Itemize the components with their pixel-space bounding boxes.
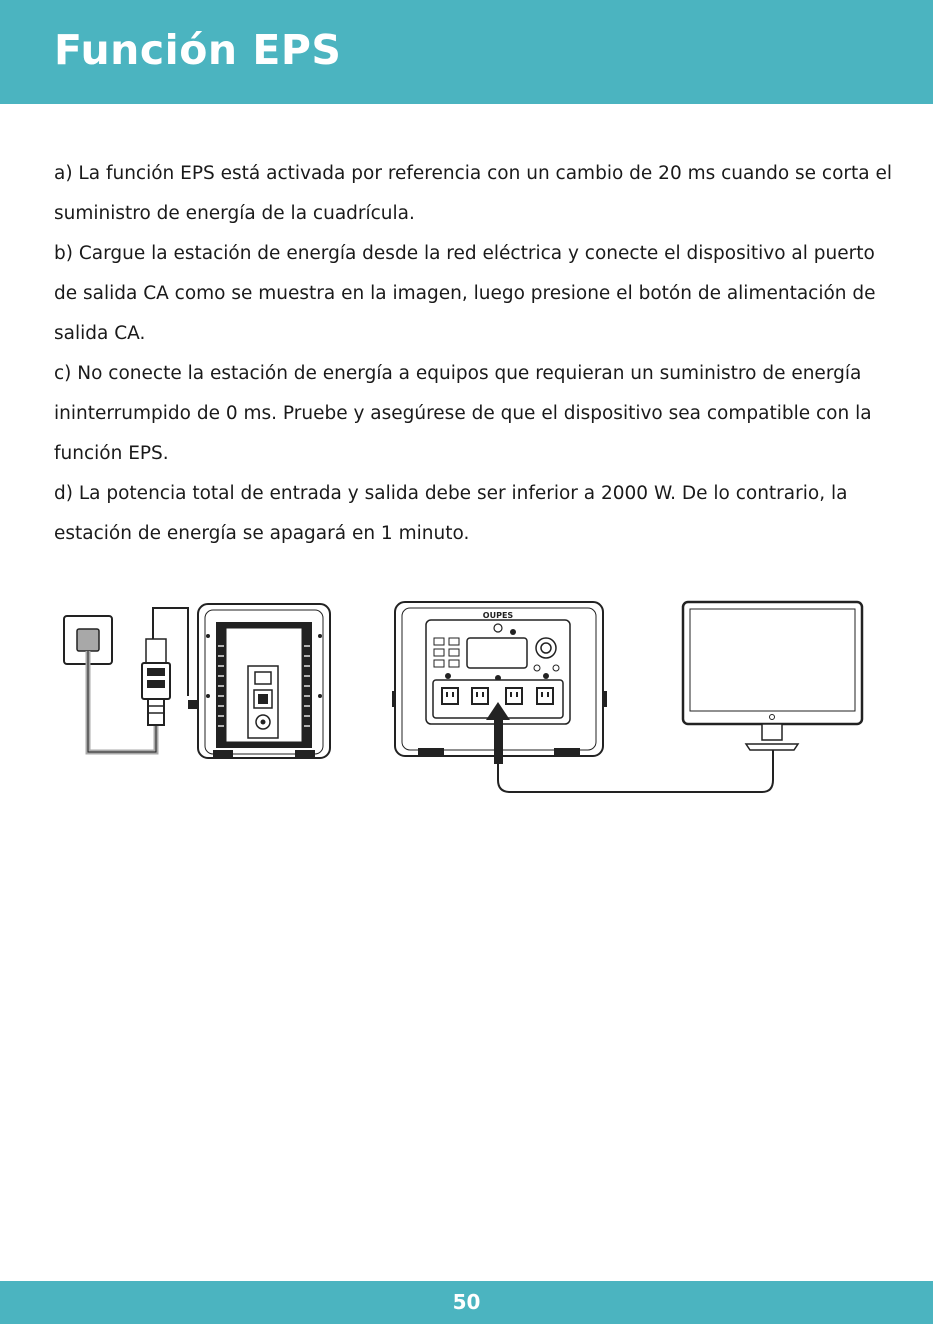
page-title: Función EPS — [54, 26, 342, 74]
page-header-bar — [0, 0, 933, 104]
power-station-rear-icon — [198, 604, 330, 758]
page-footer-bar — [0, 1281, 933, 1324]
instruction-d: d) La potencia total de entrada y salida debe ser inferior a 2000 W. De lo contrario, la estación de energía se apagará en 1 minuto. — [54, 483, 848, 544]
power-plug-icon — [142, 639, 170, 725]
instruction-a: a) La función EPS está activada por referencia con un cambio de 20 ms cuando se corta el suministro de energía de la cuadrícula. — [54, 163, 893, 224]
monitor-icon — [683, 602, 862, 750]
instructions-text — [54, 154, 894, 554]
instruction-c: c) No conecte la estación de energía a equipos que requieran un suministro de energía ininterrumpido de 0 ms. Pruebe y asegúrese de que el dispositivo sea compatible con la función EPS. — [54, 363, 872, 464]
eps-connection-illustration — [50, 596, 880, 806]
brand-label: OUPES — [482, 611, 514, 620]
page-number: 50 — [452, 1290, 481, 1314]
instruction-b: b) Cargue la estación de energía desde la red eléctrica y conecte el dispositivo al puerto de salida CA como se muestra en la imagen, luego presione el botón de alimentación de salida CA. — [54, 243, 876, 344]
